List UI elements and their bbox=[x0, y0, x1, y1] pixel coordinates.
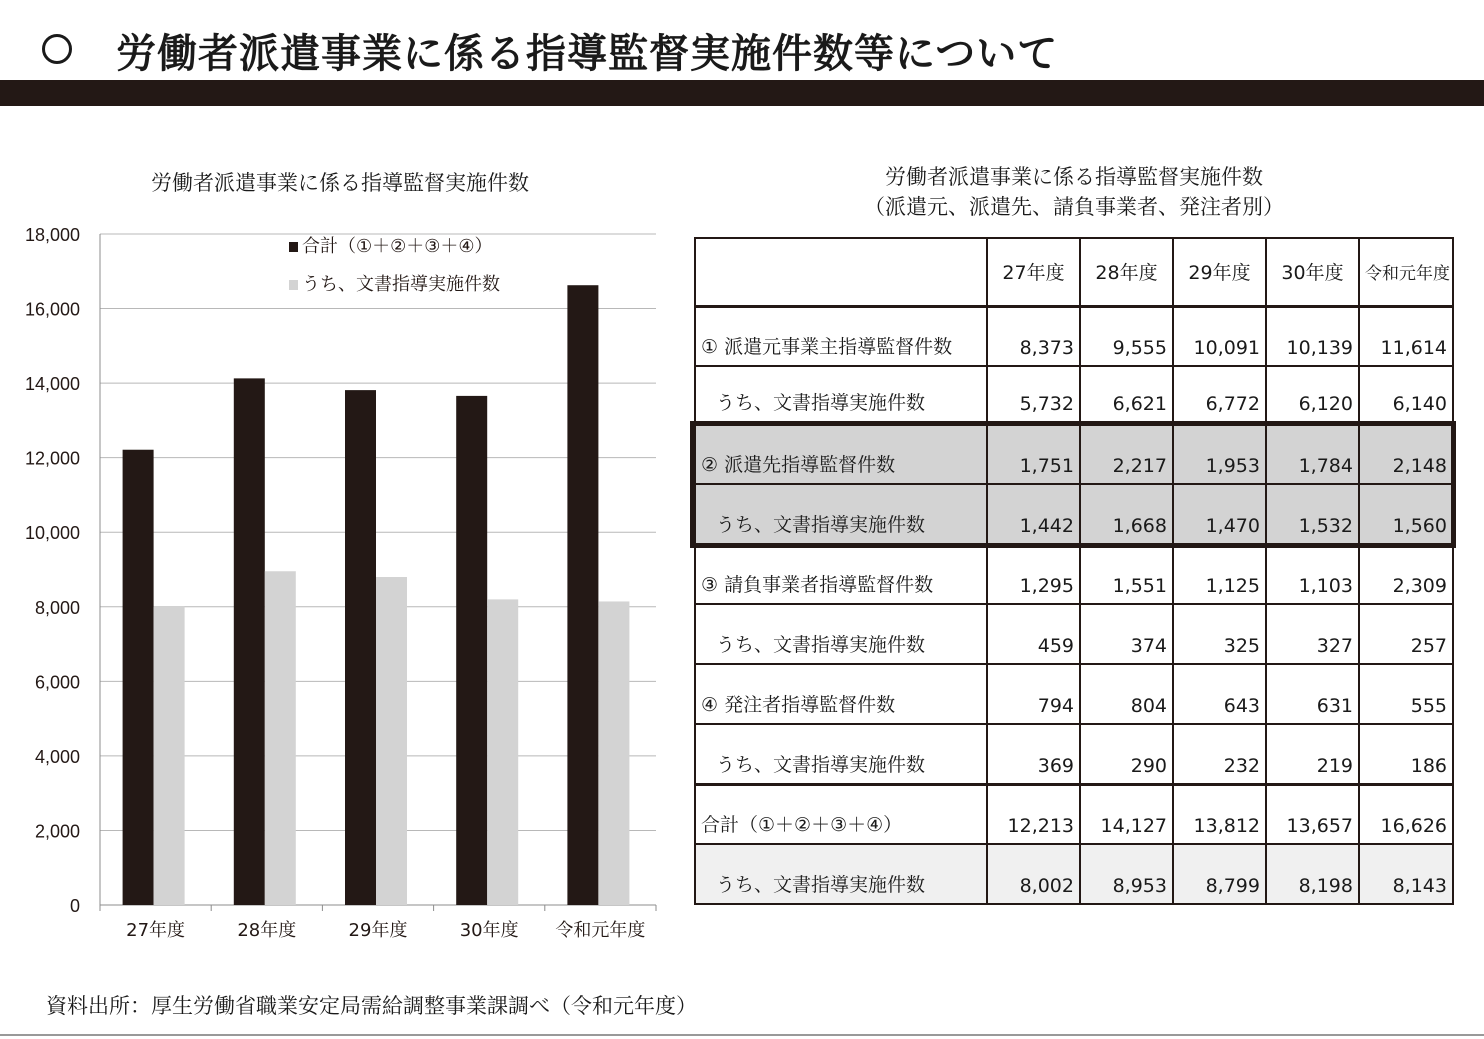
y-tick-label: 12,000 bbox=[24, 448, 80, 469]
bar-chart bbox=[0, 215, 680, 955]
row-label: ① 派遣元事業主指導監督件数 bbox=[695, 306, 987, 366]
y-tick-label: 0 bbox=[69, 896, 80, 916]
table-title-line2: （派遣元、派遣先、請負事業者、発注者別） bbox=[864, 195, 1284, 219]
table-cell: 219 bbox=[1266, 724, 1359, 784]
table-cell: 2,309 bbox=[1359, 544, 1453, 604]
table-cell: 1,442 bbox=[987, 484, 1080, 544]
row-label: うち、文書指導実施件数 bbox=[695, 604, 987, 664]
table-cell: 6,621 bbox=[1080, 366, 1173, 422]
table-cell: 1,532 bbox=[1266, 484, 1359, 544]
table-header-row bbox=[695, 238, 1453, 306]
table-row bbox=[695, 484, 1453, 544]
x-tick-label: 令和元年度 bbox=[555, 920, 646, 941]
y-tick-label: 16,000 bbox=[24, 299, 80, 320]
table-cell: 1,751 bbox=[987, 422, 1080, 484]
bar-total bbox=[456, 396, 487, 905]
y-tick-label: 14,000 bbox=[24, 374, 80, 395]
table-row bbox=[695, 544, 1453, 604]
row-label: うち、文書指導実施件数 bbox=[695, 484, 987, 544]
circle-icon bbox=[42, 34, 72, 64]
table-cell: 1,668 bbox=[1080, 484, 1173, 544]
table-cell: 9,555 bbox=[1080, 306, 1173, 366]
row-label: ② 派遣先指導監督件数 bbox=[695, 422, 987, 484]
table-cell: 555 bbox=[1359, 664, 1453, 724]
bar-total bbox=[123, 450, 154, 905]
table-cell: 8,373 bbox=[987, 306, 1080, 366]
table-cell: 369 bbox=[987, 724, 1080, 784]
table-cell: 1,953 bbox=[1173, 422, 1266, 484]
table-cell: 327 bbox=[1266, 604, 1359, 664]
table-cell: 16,626 bbox=[1359, 784, 1453, 844]
title-bar bbox=[0, 80, 1484, 106]
source-note: 資料出所：厚生労働省職業安定局需給調整事業課調べ（令和元年度） bbox=[46, 994, 697, 1018]
bar-written bbox=[154, 607, 185, 905]
y-tick-label: 18,000 bbox=[24, 225, 80, 245]
table-row bbox=[695, 724, 1453, 784]
bar-total bbox=[234, 378, 265, 905]
table-cell: 232 bbox=[1173, 724, 1266, 784]
table-cell: 1,560 bbox=[1359, 484, 1453, 544]
table-cell: 13,657 bbox=[1266, 784, 1359, 844]
table-cell: 374 bbox=[1080, 604, 1173, 664]
table-cell: 2,148 bbox=[1359, 422, 1453, 484]
bar-written bbox=[376, 577, 407, 905]
table-title-line1: 労働者派遣事業に係る指導監督実施件数 bbox=[885, 165, 1263, 189]
bar-written bbox=[265, 571, 296, 905]
table-cell: 11,614 bbox=[1359, 306, 1453, 366]
table-cell: 5,732 bbox=[987, 366, 1080, 422]
table-cell: 290 bbox=[1080, 724, 1173, 784]
table-row bbox=[695, 366, 1453, 422]
table-header-cell: 28年度 bbox=[1080, 238, 1173, 306]
x-tick-label: 30年度 bbox=[459, 920, 519, 941]
table-cell: 12,213 bbox=[987, 784, 1080, 844]
y-tick-label: 8,000 bbox=[34, 597, 80, 618]
table-cell: 1,784 bbox=[1266, 422, 1359, 484]
table-header-cell: 27年度 bbox=[987, 238, 1080, 306]
row-label: ④ 発注者指導監督件数 bbox=[695, 664, 987, 724]
legend-swatch bbox=[289, 280, 298, 290]
table-cell: 257 bbox=[1359, 604, 1453, 664]
x-tick-label: 27年度 bbox=[126, 920, 186, 941]
table-header-cell: 29年度 bbox=[1173, 238, 1266, 306]
table-cell: 1,125 bbox=[1173, 544, 1266, 604]
table-title bbox=[694, 162, 1454, 222]
table-cell: 8,143 bbox=[1359, 844, 1453, 904]
x-tick-label: 29年度 bbox=[348, 920, 408, 941]
table-cell: 8,198 bbox=[1266, 844, 1359, 904]
table-row bbox=[695, 604, 1453, 664]
table-row bbox=[695, 844, 1453, 904]
y-tick-label: 10,000 bbox=[24, 523, 80, 544]
table-cell: 1,470 bbox=[1173, 484, 1266, 544]
table-cell: 6,140 bbox=[1359, 366, 1453, 422]
table-cell: 6,772 bbox=[1173, 366, 1266, 422]
table-cell: 14,127 bbox=[1080, 784, 1173, 844]
data-table bbox=[694, 237, 1454, 905]
bar-total bbox=[567, 285, 598, 905]
table-cell: 2,217 bbox=[1080, 422, 1173, 484]
table-row bbox=[695, 784, 1453, 844]
title-row bbox=[0, 0, 1484, 80]
table-header-cell: 令和元年度 bbox=[1359, 238, 1453, 306]
table-cell: 13,812 bbox=[1173, 784, 1266, 844]
table-cell: 325 bbox=[1173, 604, 1266, 664]
table-cell: 459 bbox=[987, 604, 1080, 664]
y-tick-label: 2,000 bbox=[34, 821, 80, 842]
table-row bbox=[695, 422, 1453, 484]
table-cell: 8,953 bbox=[1080, 844, 1173, 904]
table-cell: 10,091 bbox=[1173, 306, 1266, 366]
row-label: うち、文書指導実施件数 bbox=[695, 844, 987, 904]
table-cell: 10,139 bbox=[1266, 306, 1359, 366]
table-cell: 804 bbox=[1080, 664, 1173, 724]
table-row bbox=[695, 306, 1453, 366]
table-cell: 643 bbox=[1173, 664, 1266, 724]
row-label: うち、文書指導実施件数 bbox=[695, 724, 987, 784]
y-tick-label: 4,000 bbox=[34, 746, 80, 767]
chart-title: 労働者派遣事業に係る指導監督実施件数 bbox=[151, 171, 529, 195]
bottom-rule bbox=[0, 1034, 1484, 1036]
table-cell: 1,551 bbox=[1080, 544, 1173, 604]
table-cell: 1,295 bbox=[987, 544, 1080, 604]
y-tick-label: 6,000 bbox=[34, 672, 80, 693]
bar-written bbox=[487, 599, 518, 905]
legend-label: うち、文書指導実施件数 bbox=[302, 274, 500, 295]
table-cell: 631 bbox=[1266, 664, 1359, 724]
table-cell: 6,120 bbox=[1266, 366, 1359, 422]
legend-label: 合計（①＋②＋③＋④） bbox=[302, 236, 493, 257]
table-header-corner bbox=[695, 238, 987, 306]
bar-total bbox=[345, 390, 376, 905]
page-title: 労働者派遣事業に係る指導監督実施件数等について bbox=[116, 31, 1059, 77]
table-cell: 794 bbox=[987, 664, 1080, 724]
legend-swatch bbox=[289, 242, 298, 252]
row-label: うち、文書指導実施件数 bbox=[695, 366, 987, 422]
x-tick-label: 28年度 bbox=[237, 920, 297, 941]
table-cell: 186 bbox=[1359, 724, 1453, 784]
table-cell: 8,002 bbox=[987, 844, 1080, 904]
table-cell: 1,103 bbox=[1266, 544, 1359, 604]
row-label: 合計（①＋②＋③＋④） bbox=[695, 784, 987, 844]
table-header-cell: 30年度 bbox=[1266, 238, 1359, 306]
bar-written bbox=[598, 601, 629, 905]
table-cell: 8,799 bbox=[1173, 844, 1266, 904]
row-label: ③ 請負事業者指導監督件数 bbox=[695, 544, 987, 604]
table-row bbox=[695, 664, 1453, 724]
